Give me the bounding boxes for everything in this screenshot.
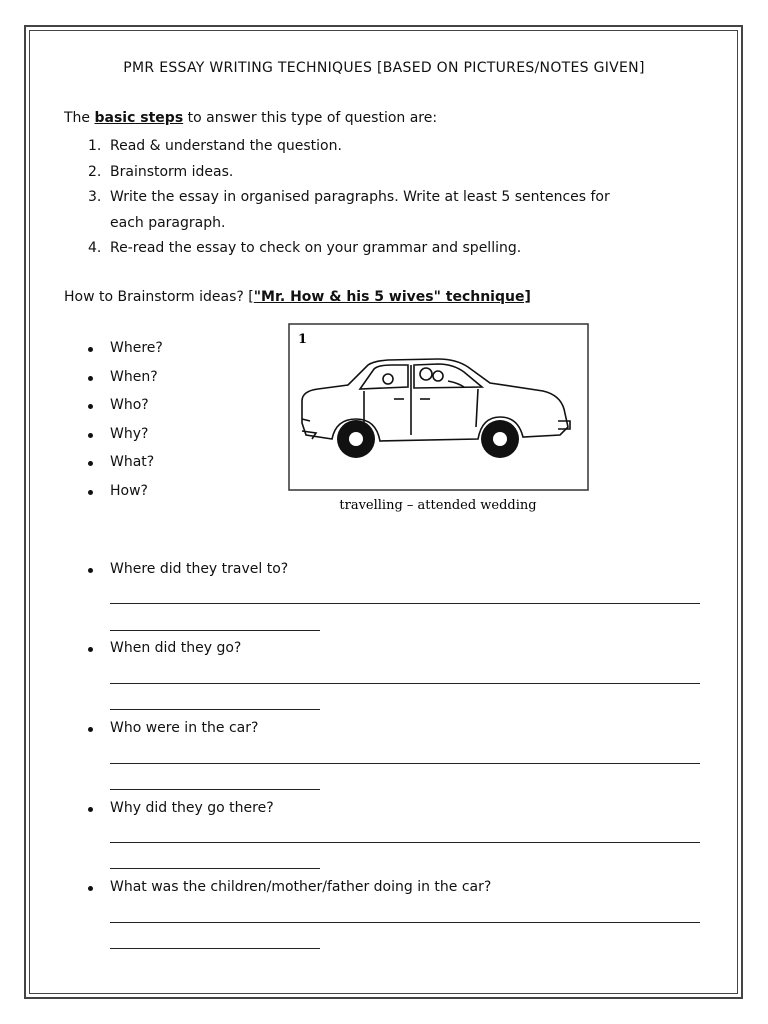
- step-number: 4.: [88, 240, 102, 257]
- question-text: Who were in the car?: [110, 720, 259, 736]
- question-item: [88, 800, 710, 816]
- intro-suffix: to answer this type of question are:: [183, 110, 438, 126]
- question-item: [88, 640, 710, 656]
- page-title: PMR ESSAY WRITING TECHNIQUES [BASED ON PICTURES/NOTES GIVEN]: [123, 60, 645, 76]
- intro-bold: basic steps: [94, 110, 184, 126]
- step-text: Re-read the essay to check on your grammar and spelling.: [110, 240, 522, 257]
- step-text: Write the essay in organised paragraphs. Write at least 5 sentences for: [110, 189, 610, 206]
- step-text: Brainstorm ideas.: [110, 163, 234, 180]
- answer-line[interactable]: [110, 868, 320, 869]
- intro-prefix: The: [64, 110, 95, 126]
- bullet-icon: [88, 433, 93, 438]
- question-item: [88, 561, 710, 577]
- car-picture: [288, 323, 589, 517]
- wh-item: [88, 483, 163, 512]
- answer-line[interactable]: [110, 709, 320, 710]
- answer-line[interactable]: [110, 763, 700, 764]
- wh-item: [88, 397, 163, 426]
- bullet-icon: [88, 461, 93, 466]
- steps-list: [88, 134, 688, 262]
- wh-list: [88, 340, 163, 512]
- picture-caption: travelling – attended wedding: [339, 498, 537, 513]
- bullet-icon: [88, 347, 93, 352]
- step-number: 2.: [88, 163, 102, 180]
- answer-line[interactable]: [110, 603, 700, 604]
- bullet-icon: [88, 807, 93, 812]
- wh-item: [88, 340, 163, 369]
- wh-word: What?: [110, 454, 155, 471]
- bullet-icon: [88, 490, 93, 495]
- wh-item: [88, 369, 163, 398]
- question-item: [88, 879, 710, 895]
- answer-line[interactable]: [110, 630, 320, 631]
- step-number: 1.: [88, 138, 102, 154]
- step-text-cont: each paragraph.: [110, 214, 226, 231]
- step-number: 3.: [88, 189, 102, 206]
- wh-word: When?: [110, 368, 158, 385]
- wh-word: Where?: [110, 340, 163, 356]
- bullet-icon: [88, 404, 93, 409]
- bullet-icon: [88, 647, 93, 652]
- wh-item: [88, 454, 163, 483]
- step-item: [88, 236, 688, 262]
- wh-item: [88, 426, 163, 455]
- answer-line[interactable]: [110, 922, 700, 923]
- wh-word: Why?: [110, 425, 149, 442]
- brainstorm-heading: [64, 289, 531, 305]
- bullet-icon: [88, 568, 93, 573]
- question-text: What was the children/mother/father doing in the car?: [110, 879, 492, 895]
- bullet-icon: [88, 727, 93, 732]
- question-text: When did they go?: [110, 640, 242, 656]
- answer-line[interactable]: [110, 842, 700, 843]
- answer-line[interactable]: [110, 948, 320, 949]
- intro-line: [64, 110, 437, 126]
- question-text: Where did they travel to?: [110, 561, 289, 577]
- brainstorm-technique: "Mr. How & his 5 wives" technique]: [253, 289, 531, 305]
- step-item: [88, 185, 688, 236]
- step-text: Read & understand the question.: [110, 138, 342, 154]
- step-item: [88, 134, 688, 160]
- wh-word: How?: [110, 482, 148, 499]
- bullet-icon: [88, 886, 93, 891]
- brainstorm-prefix: How to Brainstorm ideas? [: [64, 289, 254, 305]
- step-item: [88, 160, 688, 186]
- picture-number: 1: [298, 332, 308, 347]
- wh-word: Who?: [110, 397, 149, 414]
- bullet-icon: [88, 376, 93, 381]
- question-item: [88, 720, 710, 736]
- answer-line[interactable]: [110, 789, 320, 790]
- answer-line[interactable]: [110, 683, 700, 684]
- question-text: Why did they go there?: [110, 800, 274, 816]
